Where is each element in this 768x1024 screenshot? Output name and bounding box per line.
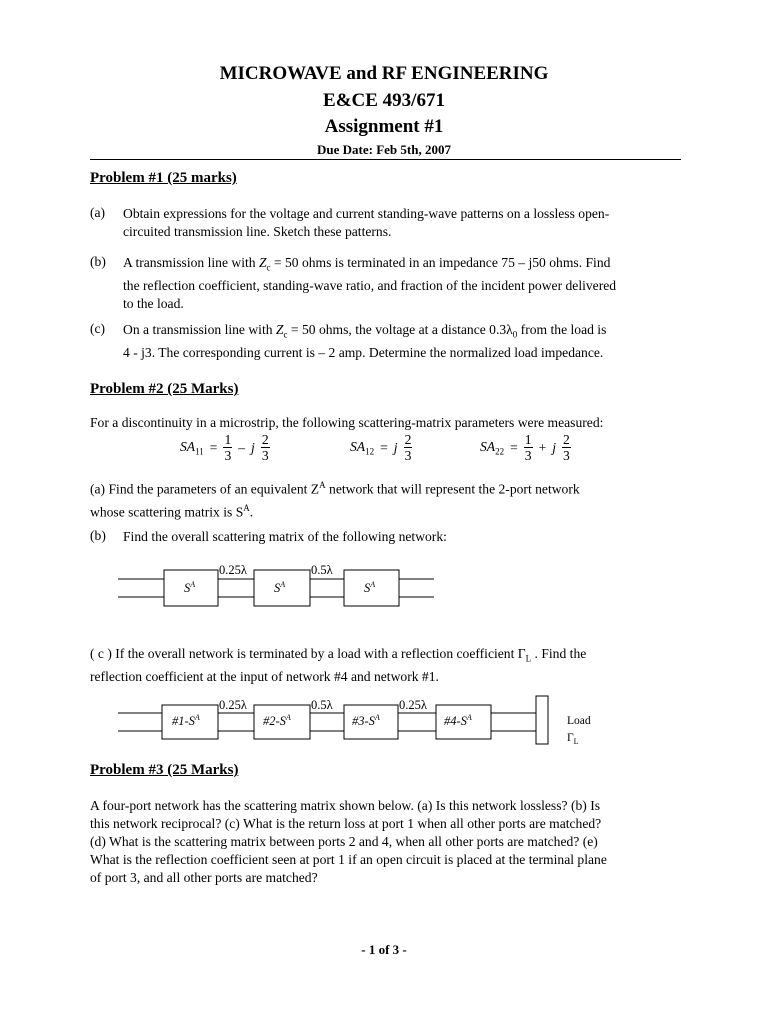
diagram1-len-2: 0.5λ [311, 563, 333, 577]
diagram2-gamma-label: $\Gamma_L$ [567, 732, 579, 746]
diagram1-block-3: $S^A$ [364, 580, 376, 595]
equation-sa11: $SA_{11}$ = $\frac{1}{3}$ – j $\frac{2}{3}$ [180, 432, 269, 463]
document-title: MICROWAVE and RF ENGINEERING [219, 63, 549, 84]
diagram1-len-1: 0.25λ [219, 563, 247, 577]
problem2-a-text: (a) Find the parameters of an equivalent $Z^A$ network that will represent the 2-port network whose scattering matrix is $S^A$. [90, 480, 580, 520]
equation-sa22: $SA_{22}$ = $\frac{1}{3}$ + j $\frac{2}{3}$ [480, 432, 570, 463]
problem1-c-label: (c) [90, 321, 106, 336]
page-number: - 1 of 3 - [361, 942, 407, 957]
assignment-title: Assignment #1 [324, 116, 444, 137]
diagram2-len-3: 0.25λ [399, 698, 427, 712]
problem1-b-text: A transmission line with $Z_c = 50$ ohms is terminated in an impedance 75 – j50 ohms. Find the reflection coefficient, standing-wave ratio, and fraction of the incident power delivered to the load. [123, 255, 617, 311]
diagram2-load-label: Load [567, 715, 591, 727]
problem1-b-label: (b) [90, 254, 106, 269]
problem1-a-label: (a) [90, 205, 106, 220]
problem3-text: A four-port network has the scattering matrix shown below. (a) Is this network lossless? (b) Is this network reciprocal? (c) What is the return loss at port 1 when all other ports are matched? (d) What is the scattering matrix between ports 2 and 4, when all other ports are matched? (e) What is the reflection coefficient seen at port 1 if an open circuit is placed at the terminal plane of port 3, and all other ports are matched? [90, 798, 607, 885]
diagram1-block-1: $S^A$ [184, 580, 196, 595]
problem2-intro: For a discontinuity in a microstrip, the following scattering-matrix parameters were measured: [90, 415, 604, 430]
problem1-a-text: Obtain expressions for the voltage and current standing-wave patterns on a lossless open- circuited transmission line. Sketch these patterns. [123, 206, 610, 239]
equation-sa12: $SA_{12}$ = j $\frac{2}{3}$ [350, 432, 412, 463]
diagram2-block-2: $\#2-S^A$ [263, 713, 291, 728]
due-date: Due Date: Feb 5th, 2007 [317, 142, 451, 157]
problem1-c-text: On a transmission line with $Z_c = 50$ ohms, the voltage at a distance $0.3\lambda_0$ from the load is 4 - j3. The corresponding current is – 2 amp. Determine the normalized load impedance. [123, 322, 607, 360]
problem3-heading: Problem #3 (25 Marks) [90, 762, 239, 778]
problem2-b-label: (b) [90, 528, 106, 543]
diagram2-block-3: $\#3-S^A$ [352, 713, 380, 728]
problem2-heading: Problem #2 (25 Marks) [90, 381, 239, 397]
header-rule [90, 159, 681, 160]
diagram2-len-2: 0.5λ [311, 698, 333, 712]
diagram2-len-1: 0.25λ [219, 698, 247, 712]
problem1-heading: Problem #1 (25 marks) [90, 170, 237, 186]
course-code: E&CE 493/671 [323, 90, 445, 111]
problem2-c-text: ( c ) If the overall network is terminated by a load with a reflection coefficient $\Gamma_L$ . Find the reflection coefficient at the input of network #4 and network #1. [90, 646, 587, 684]
diagram1-block-2: $S^A$ [274, 580, 286, 595]
problem2-b-text: Find the overall scattering matrix of the following network: [123, 529, 447, 544]
diagram2-block-1: $\#1-S^A$ [172, 713, 200, 728]
diagram2-block-4: $\#4-S^A$ [444, 713, 472, 728]
